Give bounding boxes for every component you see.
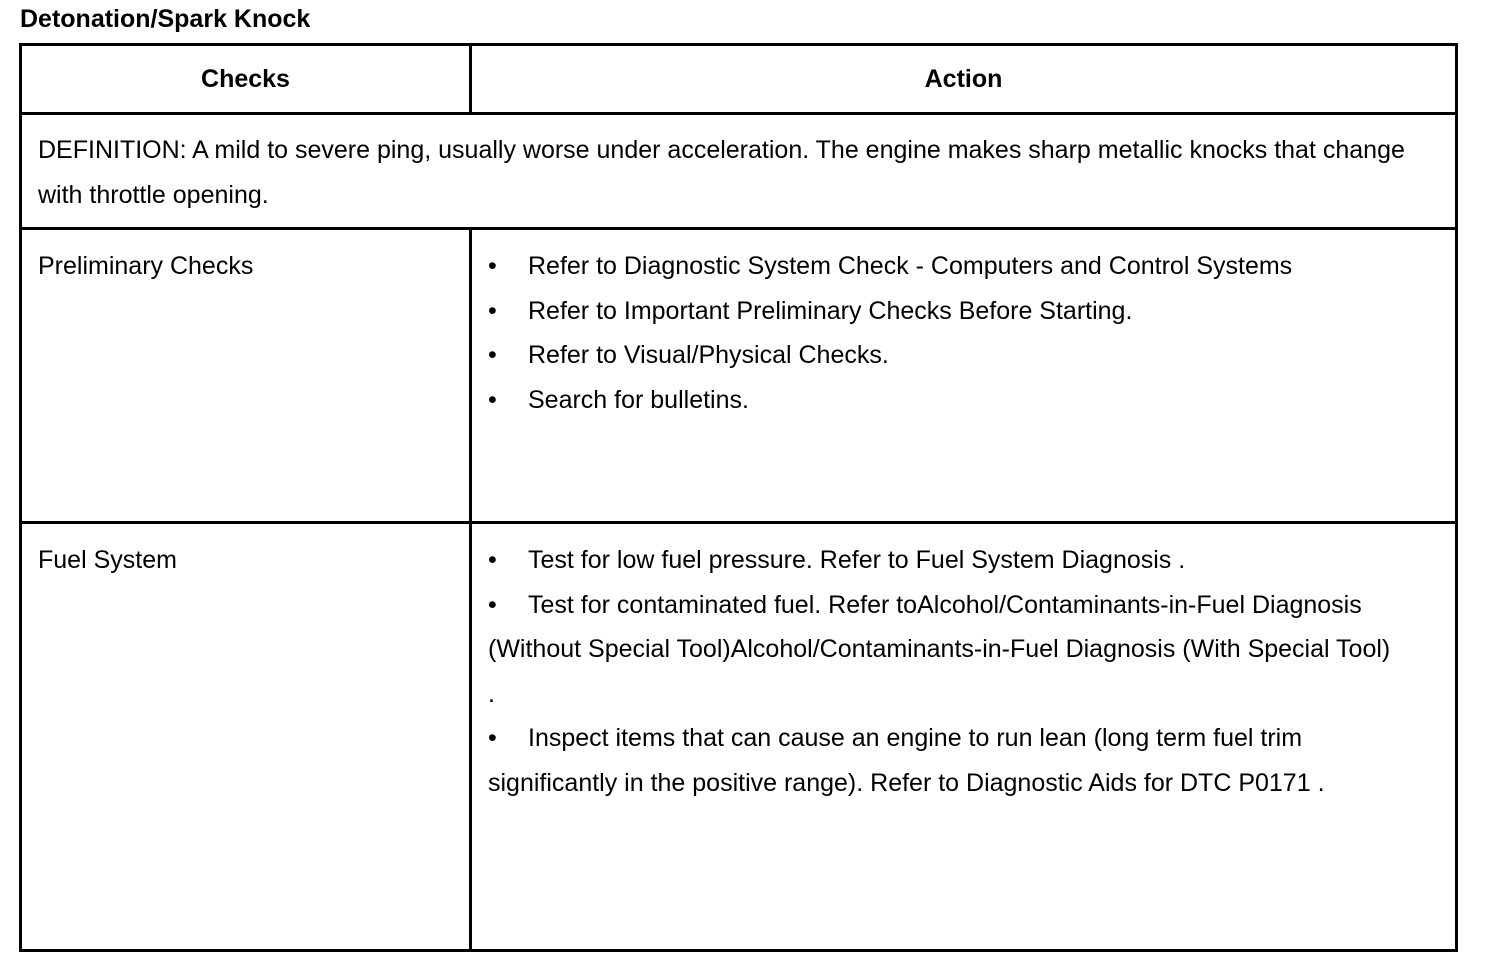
action-list [488, 538, 1395, 805]
checks-column-header: Checks [21, 45, 471, 114]
action-text: Inspect items that can cause an engine to run lean (long term fuel trim significantly in the positive range). Refer to Diagnostic Aids for DTC P0171 . [488, 724, 1325, 797]
page-title: Detonation/Spark Knock [20, 5, 311, 33]
list-item [488, 333, 1395, 378]
action-text: Refer to Diagnostic System Check - Computers and Control Systems [528, 252, 1293, 280]
action-text: Test for contaminated fuel. Refer toAlcohol/Contaminants-in-Fuel Diagnosis (Without Special Tool)Alcohol/Contaminants-in-Fuel Diagnosis (With Special Tool) . [488, 590, 1391, 708]
table-row [21, 523, 1457, 951]
list-item [488, 289, 1395, 334]
bullet-icon: • [488, 590, 497, 619]
bullet-icon: • [488, 341, 497, 369]
diagnosis-table [19, 43, 1458, 952]
list-item [488, 244, 1395, 289]
bullet-icon: • [488, 385, 497, 414]
action-cell [471, 229, 1457, 523]
bullet-icon: • [488, 296, 497, 325]
check-label: Preliminary Checks [21, 229, 471, 523]
action-text: Refer to Important Preliminary Checks Before Starting. [528, 296, 1133, 325]
table-header-row [21, 45, 1457, 114]
definition-row [21, 114, 1457, 229]
list-item [488, 538, 1395, 583]
action-cell [471, 523, 1457, 951]
action-list [488, 244, 1395, 422]
check-label: Fuel System [21, 523, 471, 951]
action-text: Test for low fuel pressure. Refer to Fuel System Diagnosis . [528, 546, 1186, 574]
list-item [488, 583, 1395, 717]
list-item [488, 716, 1395, 805]
action-text: Refer to Visual/Physical Checks. [528, 341, 889, 369]
action-column-header: Action [471, 45, 1457, 114]
bullet-icon: • [488, 724, 497, 752]
definition-text: DEFINITION: A mild to severe ping, usually worse under acceleration. The engine makes sharp metallic knocks that change with throttle opening. [21, 114, 1457, 229]
bullet-icon: • [488, 252, 497, 280]
action-text: Search for bulletins. [528, 385, 749, 414]
table-row [21, 229, 1457, 523]
list-item [488, 378, 1395, 423]
bullet-icon: • [488, 546, 497, 574]
